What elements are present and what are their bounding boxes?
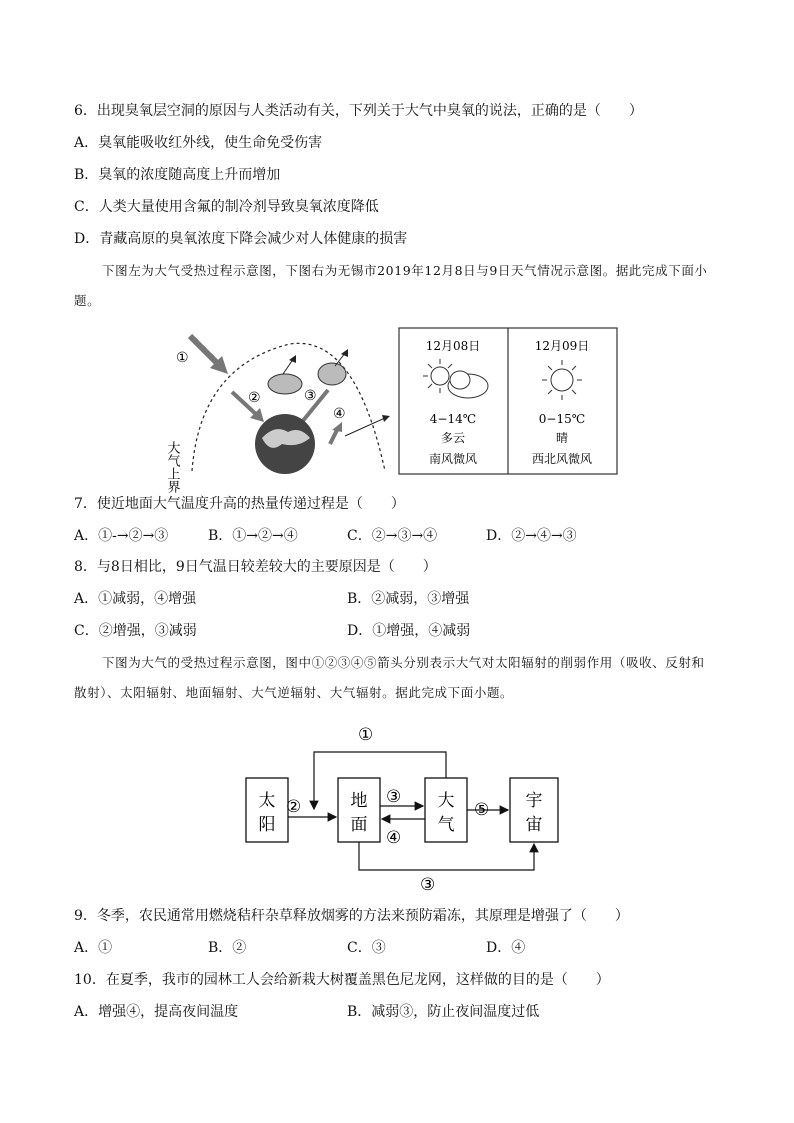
weather-panel xyxy=(399,328,617,474)
arrow-2-label: ② xyxy=(286,797,302,817)
arrow-3-label: ③ xyxy=(304,388,317,404)
arrow-5-label: ⑤ xyxy=(474,800,490,820)
q9-option-b: B．② xyxy=(208,940,247,956)
q9-option-a: A．① xyxy=(74,940,113,956)
box-ground-char-1: 地 xyxy=(350,791,368,811)
q8-option-b: B．②减弱，③增强 xyxy=(347,591,470,607)
q6-option-b: B．臭氧的浓度随高度上升而增加 xyxy=(74,167,281,183)
intro-1: 下图左为大气受热过程示意图，下图右为无锡市2019年12月8日与9日天气情况示意图。据此完成下面小题。 xyxy=(74,263,708,308)
day1-date: 12月08日 xyxy=(425,339,481,353)
q6-option-a: A．臭氧能吸收红外线，使生命免受伤害 xyxy=(74,135,323,151)
arrow-3-bottom-label: ③ xyxy=(420,875,436,895)
figure-1 xyxy=(164,326,620,493)
q7-option-a: A．①-→②→③ xyxy=(74,528,169,544)
q8-option-d: D．①增强，④减弱 xyxy=(347,623,471,639)
day2-date: 12月09日 xyxy=(534,339,590,353)
q7-option-b: B．①→②→④ xyxy=(208,528,298,544)
box-space-char-1: 宇 xyxy=(525,791,543,811)
heating-process-diagram xyxy=(165,336,391,493)
q7-option-d: D．②→④→③ xyxy=(486,528,577,544)
day2-weather: 晴 xyxy=(555,431,569,445)
arrow-4-label: ④ xyxy=(333,406,346,422)
arrow-2-label: ② xyxy=(248,390,261,406)
q6-option-c: C．人类大量使用含氟的制冷剂导致臭氧浓度降低 xyxy=(74,199,379,215)
sunny-icon xyxy=(542,360,582,400)
q10-option-b: B．减弱③，防止夜间温度过低 xyxy=(347,1004,540,1020)
arrow-1-solar xyxy=(190,336,220,366)
q8-stem: 8．与8日相比，9日气温日较差较大的主要原因是（ ） xyxy=(74,559,437,575)
box-sun-char-1: 太 xyxy=(258,791,276,811)
q9-option-d: D．④ xyxy=(486,940,526,956)
intro-2: 下图为大气的受热过程示意图，图中①②③④⑤箭头分别表示大气对太阳辐射的削弱作用（吸收、反射和散射）、太阳辐射、地面辐射、大气逆辐射、大气辐射。据此完成下面小题。 xyxy=(74,655,705,700)
q8-option-c: C．②增强，③减弱 xyxy=(74,623,197,639)
upper-atmosphere-label: 大气上界 xyxy=(164,441,180,493)
cloud-icon-2 xyxy=(318,363,346,385)
partly-cloudy-icon xyxy=(423,359,488,398)
figure-2 xyxy=(238,718,568,898)
arrow-3-label: ③ xyxy=(386,787,402,807)
box-sun-char-2: 阳 xyxy=(258,815,276,835)
day2-temperature: 0−15℃ xyxy=(538,412,586,426)
arrow-4-ray xyxy=(345,418,385,436)
box-space-char-2: 宙 xyxy=(525,815,543,835)
day1-temperature: 4−14℃ xyxy=(429,412,477,426)
box-atmosphere-char-1: 大 xyxy=(437,791,455,811)
day1-wind: 南风微风 xyxy=(428,452,478,466)
arrow-1-label: ① xyxy=(358,725,374,745)
box-ground-char-2: 面 xyxy=(350,815,368,835)
q6-stem: 6．出现臭氧层空洞的原因与人类活动有关，下列关于大气中臭氧的说法，正确的是（ ） xyxy=(74,103,643,119)
q9-option-c: C．③ xyxy=(347,940,386,956)
q7-option-c: C．②→③→④ xyxy=(347,528,438,544)
arrow-1-label: ① xyxy=(176,350,189,366)
q9-stem: 9．冬季，农民通常用燃烧秸秆杂草释放烟雾的方法来预防霜冻，其原理是增强了（ ） xyxy=(74,908,629,924)
box-atmosphere-char-2: 气 xyxy=(437,815,455,835)
q6-option-d: D．青藏高原的臭氧浓度下降会减少对人体健康的损害 xyxy=(74,231,408,247)
q8-option-a: A．①减弱，④增强 xyxy=(74,591,197,607)
q10-stem: 10．在夏季，我市的园林工人会给新栽大树覆盖黑色尼龙网，这样做的目的是（ ） xyxy=(74,972,610,988)
arrow-4-label: ④ xyxy=(386,828,402,848)
cloud-icon xyxy=(268,374,302,394)
q7-stem: 7．使近地面大气温度升高的热量传递过程是（ ） xyxy=(74,496,405,512)
day1-weather: 多云 xyxy=(440,431,466,445)
q10-option-a: A．增强④，提高夜间温度 xyxy=(74,1004,239,1020)
day2-wind: 西北风微风 xyxy=(531,452,593,466)
